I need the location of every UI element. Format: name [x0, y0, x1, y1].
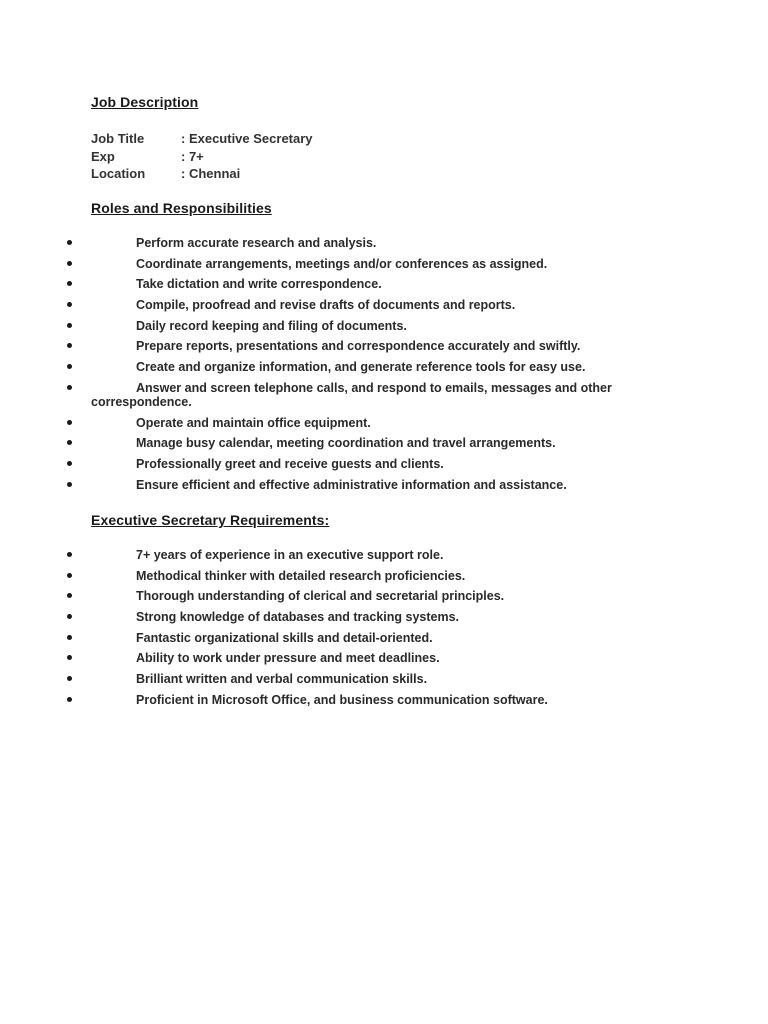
list-item: Operate and maintain office equipment.	[0, 416, 768, 430]
job-title-row	[91, 131, 313, 146]
location-label: Location	[91, 166, 146, 181]
bullet-icon	[67, 697, 72, 702]
bullet-icon	[67, 420, 72, 425]
list-item: Proficient in Microsoft Office, and business communication software.	[0, 693, 768, 707]
requirements-list	[0, 548, 768, 714]
bullet-icon	[67, 385, 72, 390]
list-item: Brilliant written and verbal communication skills.	[0, 672, 768, 686]
list-item: Prepare reports, presentations and correspondence accurately and swiftly.	[0, 339, 768, 353]
exp-label: Exp	[91, 149, 115, 164]
job-description-heading: Job Description	[91, 94, 199, 110]
job-title-label: Job Title	[91, 131, 145, 146]
bullet-icon	[67, 552, 72, 557]
exp-row	[91, 149, 204, 164]
list-item: Take dictation and write correspondence.	[0, 277, 768, 291]
list-item: 7+ years of experience in an executive support role.	[0, 548, 768, 562]
bullet-icon	[67, 240, 72, 245]
list-item: Methodical thinker with detailed research proficiencies.	[0, 569, 768, 583]
requirements-heading: Executive Secretary Requirements:	[91, 512, 330, 528]
job-title-value: : Executive Secretary	[181, 131, 313, 146]
bullet-icon	[67, 482, 72, 487]
bullet-icon	[67, 261, 72, 266]
location-value: : Chennai	[181, 166, 241, 181]
list-item: Fantastic organizational skills and detail-oriented.	[0, 631, 768, 645]
list-item: Coordinate arrangements, meetings and/or conferences as assigned.	[0, 257, 768, 271]
roles-heading: Roles and Responsibilities	[91, 200, 272, 216]
list-item: Ability to work under pressure and meet deadlines.	[0, 651, 768, 665]
bullet-icon	[67, 573, 72, 578]
list-item: Daily record keeping and filing of documents.	[0, 319, 768, 333]
list-item: Ensure efficient and effective administrative information and assistance.	[0, 478, 768, 492]
list-item: Create and organize information, and generate reference tools for easy use.	[0, 360, 768, 374]
list-item: Perform accurate research and analysis.	[0, 236, 768, 250]
list-item: Professionally greet and receive guests and clients.	[0, 457, 768, 471]
bullet-icon	[67, 323, 72, 328]
list-item: Manage busy calendar, meeting coordination and travel arrangements.	[0, 436, 768, 450]
exp-value: : 7+	[181, 149, 204, 164]
bullet-icon	[67, 635, 72, 640]
list-item: Compile, proofread and revise drafts of documents and reports.	[0, 298, 768, 312]
roles-list	[0, 236, 768, 498]
list-item: Strong knowledge of databases and tracking systems.	[0, 610, 768, 624]
list-item: Thorough understanding of clerical and secretarial principles.	[0, 589, 768, 603]
bullet-icon	[67, 461, 72, 466]
location-row	[91, 166, 240, 181]
list-item: Answer and screen telephone calls, and respond to emails, messages and other correspondence.	[0, 381, 768, 409]
